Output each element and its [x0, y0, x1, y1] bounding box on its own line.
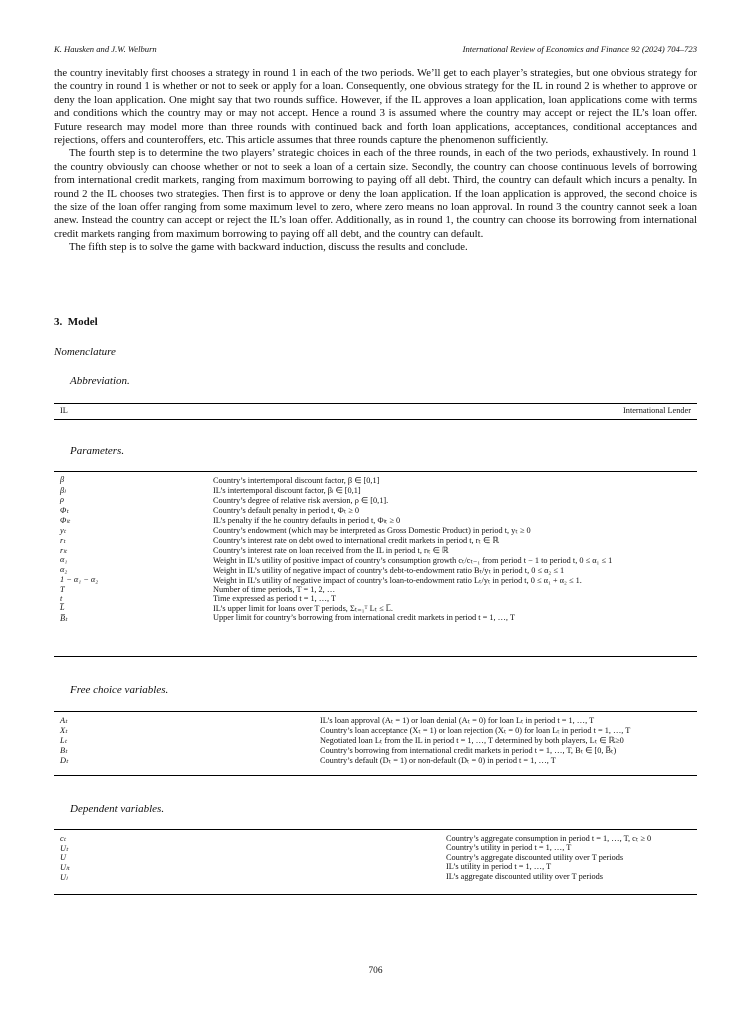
header-journal: International Review of Economics and Finance 92 (2024) 704–723 [462, 44, 697, 54]
dep-symbol: Uₗₜ [60, 863, 70, 872]
param-symbol: β [60, 475, 65, 484]
table-row [54, 585, 697, 594]
free-desc: Negotiated loan Lₜ from the IL in period t = 1, …, T determined by both players, Lₜ ∈ ℝ≥0 [320, 736, 624, 745]
param-symbol: Φₗₜ [60, 516, 71, 525]
param-desc: Country’s intertemporal discount factor, β ∈ [0,1] [213, 476, 380, 485]
table-row [54, 853, 697, 862]
table-row [54, 832, 697, 843]
free-symbol: Xₜ [60, 726, 68, 735]
dep-desc: Country’s aggregate consumption in period t = 1, …, T, cₜ ≥ 0 [446, 834, 652, 843]
table-row [54, 725, 697, 735]
param-desc: Country’s interest rate on debt owed to international credit markets in period t, rₜ ∈ ℝ [213, 536, 499, 545]
table-row [54, 714, 697, 725]
dep-desc: Country’s aggregate discounted utility over T periods [446, 853, 624, 862]
param-symbol: rₗₜ [60, 546, 68, 555]
free-desc: IL’s loan approval (Aₜ = 1) or loan denial (Aₜ = 0) for loan Lₜ in period t = 1, …, T [320, 716, 595, 725]
param-desc: Country’s degree of relative risk aversion, ρ ∈ [0,1]. [213, 496, 389, 505]
abbr-desc: International Lender [623, 406, 691, 415]
free-choice-bottom-rule [54, 775, 697, 776]
table-row [54, 872, 697, 882]
table-row [54, 474, 697, 485]
dep-desc: Country’s utility in period t = 1, …, T [446, 843, 572, 852]
dep-desc: IL’s aggregate discounted utility over T periods [446, 872, 603, 881]
param-symbol: βₗ [60, 486, 66, 495]
free-desc: Country’s default (Dₜ = 1) or non-default (Dₜ = 0) in period t = 1, …, T [320, 756, 556, 765]
param-desc: Country’s endowment (which may be interpreted as Gross Domestic Product) in period t, yₜ ≥ 0 [213, 526, 531, 535]
parameters-top-rule [54, 471, 697, 472]
table-row [54, 575, 697, 585]
table-row [54, 594, 697, 603]
free-choice-table [54, 714, 697, 765]
param-symbol: ρ [60, 495, 64, 504]
paragraph: the country inevitably first chooses a strategy in round 1 in each of the two periods. We’ll get to each player’s strategies, but one obvious strategy for the country in round 1 is whether or not to seek or apply for a loan. Consequently, one obvious strategy for the IL in round 2 is whether to approve or deny the loan application. One might say that two rounds suffice. However, if the IL approves a loan application, loan applications come with terms and conditions which the country may or may not accept. Hence a round 3 is assumed where the country may accept or reject the IL’s loan offer. Future research may model more than three rounds with continued back and forth loan applications, acceptances, conditional acceptances and rejections, offers and counteroffers, etc. This article assumes that three rounds capture the phenomenon sufficiently. [54, 67, 697, 147]
param-symbol: 1 − α₁ − α₂ [60, 575, 99, 584]
table-row [54, 405, 697, 415]
free-desc: Country’s loan acceptance (Xₜ = 1) or loan rejection (Xₜ = 0) for loan Lₜ in period t = 1, …, T [320, 726, 631, 735]
section-heading [54, 316, 98, 328]
page-number: 706 [368, 966, 383, 976]
table-row [54, 555, 697, 565]
param-symbol: L̅ [60, 603, 65, 612]
table-row [54, 613, 697, 623]
param-desc: Weight in IL’s utility of negative impact of country’s debt-to-endowment ratio Bₜ/yₜ in period t, 0 ≤ α₂ ≤ 1 [213, 566, 565, 575]
param-desc: Country’s interest rate on loan received from the IL in period t, rₗₜ ∈ ℝ [213, 546, 449, 555]
dep-symbol: Uₗ [60, 873, 68, 882]
param-symbol: rₜ [60, 536, 66, 545]
table-row [54, 603, 697, 613]
parameters-title: Parameters. [70, 445, 125, 457]
abbr-symbol: IL [60, 406, 68, 415]
dependent-bottom-rule [54, 894, 697, 895]
table-row [54, 545, 697, 555]
dep-symbol: Uₜ [60, 844, 69, 853]
body-text [54, 67, 697, 255]
abbreviation-top-rule [54, 403, 697, 404]
running-head [54, 44, 697, 56]
abbreviation-title: Abbreviation. [70, 375, 130, 387]
free-choice-title: Free choice variables. [70, 684, 169, 696]
dependent-table [54, 832, 697, 882]
table-row [54, 535, 697, 545]
param-symbol: α₂ [60, 565, 68, 574]
param-desc: IL’s upper limit for loans over T periods, Σₜ₌₁ᵀ Lₜ ≤ L̅. [213, 604, 393, 613]
param-symbol: Φₜ [60, 506, 69, 515]
table-row [54, 565, 697, 575]
table-row [54, 843, 697, 853]
table-row [54, 505, 697, 515]
section-title: Model [67, 316, 98, 328]
table-row [54, 755, 697, 765]
abbreviation-table [54, 405, 697, 415]
free-choice-top-rule [54, 711, 697, 712]
table-row [54, 495, 697, 505]
free-symbol: Bₜ [60, 746, 68, 755]
parameters-bottom-rule [54, 656, 697, 657]
param-desc: Time expressed as period t = 1, …, T [213, 594, 337, 603]
param-symbol: yₜ [60, 526, 67, 535]
free-symbol: Lₜ [60, 736, 68, 745]
free-desc: Country’s borrowing from international credit markets in period t = 1, …, T, Bₜ ∈ [0, B̅ₜ) [320, 746, 617, 755]
section-number: 3. [54, 316, 63, 328]
param-desc: Number of time periods, T = 1, 2, … [213, 585, 336, 594]
header-authors: K. Hausken and J.W. Welburn [54, 44, 157, 54]
param-symbol: t [60, 594, 63, 603]
paragraph: The fifth step is to solve the game with backward induction, discuss the results and conclude. [69, 241, 468, 254]
param-desc: IL’s intertemporal discount factor, βₗ ∈ [0,1] [213, 486, 361, 495]
param-desc: Upper limit for country’s borrowing from international credit markets in period t = 1, …, T [213, 613, 515, 622]
table-row [54, 735, 697, 745]
table-row [54, 485, 697, 495]
table-row [54, 525, 697, 535]
dep-symbol: U [60, 853, 66, 862]
param-symbol: T [60, 585, 65, 594]
param-desc: Weight in IL’s utility of positive impact of country’s consumption growth cₜ/cₜ₋₁ from period t − 1 to period t, 0 ≤ α₁ ≤ 1 [213, 556, 613, 565]
param-desc: IL’s penalty if the he country defaults in period t, Φₗₜ ≥ 0 [213, 516, 401, 525]
table-row [54, 862, 697, 872]
free-symbol: Dₜ [60, 756, 69, 765]
paragraph: The fourth step is to determine the two players’ strategic choices in each of the three rounds, in each of the two periods, exhaustively. In round 1 the country obviously can choose whether or not to seek a loan of a certain size. Secondly, the country can choose continuous levels of borrowing from international credit markets, ranging from maximum borrowing to paying off all debt. Third, the country can default which incurs a penalty. In round 2 the IL chooses two strategies. Then first is to approve or deny the loan application. If the loan application is approved, the second choice is the size of the loan offer ranging from some maximum level to zero, where zero means no loan approval. In round 3 the country cannot seek a loan anew. Instead the country can accept or reject the IL’s loan offer. Additionally, as in round 1, the country can choose its borrowing from international credit markets ranging from maximum borrowing to paying off all debt, and the country can default. [54, 147, 697, 240]
parameters-table [54, 474, 697, 623]
param-desc: Country’s default penalty in period t, Φₜ ≥ 0 [213, 506, 360, 515]
abbreviation-bottom-rule [54, 419, 697, 420]
dep-desc: IL’s utility in period t = 1, …, T [446, 862, 552, 871]
dependent-top-rule [54, 829, 697, 830]
param-symbol: α₁ [60, 555, 68, 564]
dependent-title: Dependent variables. [70, 803, 165, 815]
param-desc: Weight in IL’s utility of negative impact of country’s loan-to-endowment ratio Lₜ/yₜ in period t, 0 ≤ α₁ + α₂ ≤ 1. [213, 576, 582, 585]
dep-symbol: cₜ [60, 834, 67, 843]
nomenclature-title: Nomenclature [54, 346, 116, 358]
table-row [54, 515, 697, 525]
free-symbol: Aₜ [60, 716, 68, 725]
table-row [54, 745, 697, 755]
param-symbol: B̅ₜ [60, 614, 68, 623]
